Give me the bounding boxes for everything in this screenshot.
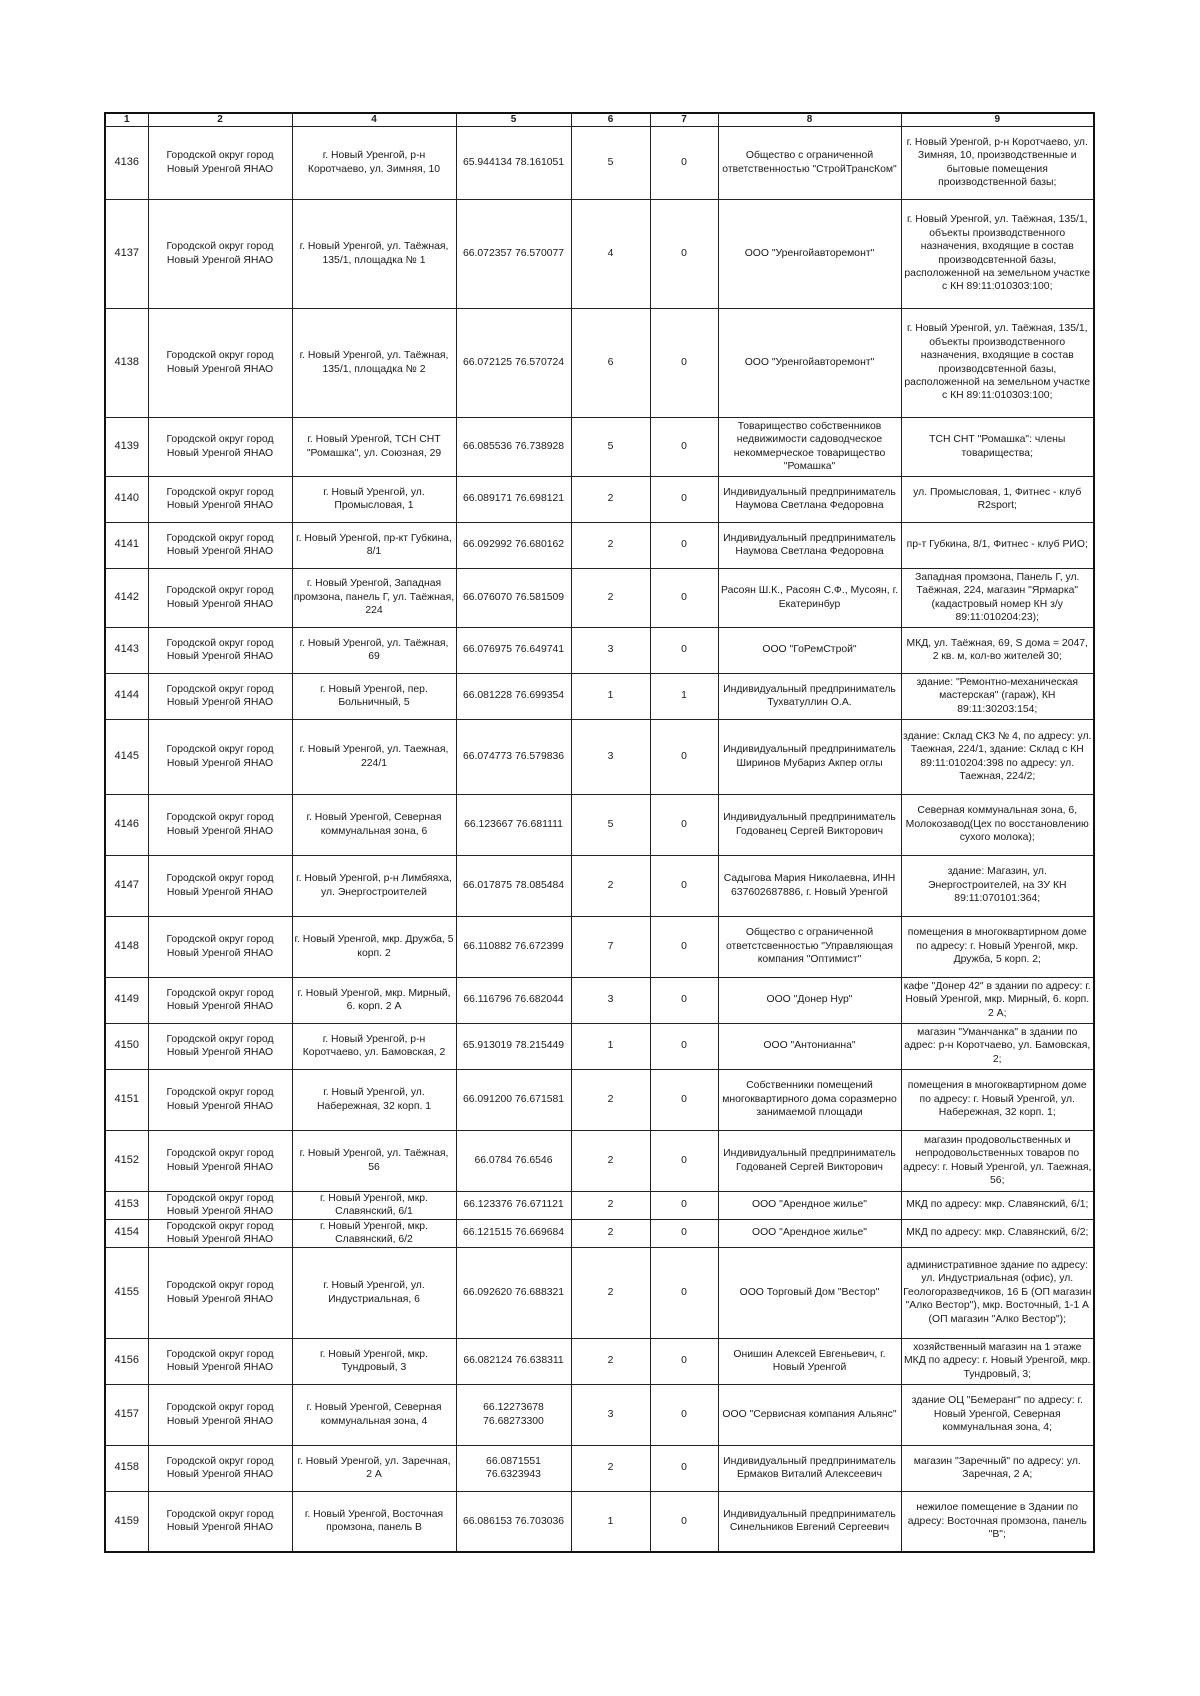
municipality-cell: Городской округ город Новый Уренгой ЯНАО: [148, 1338, 292, 1384]
coordinates-cell: 66.121515 76.669684: [456, 1219, 571, 1247]
row-number: 4150: [105, 1023, 148, 1069]
row-number: 4159: [105, 1491, 148, 1552]
row-number: 4136: [105, 126, 148, 199]
column-6-cell: 3: [571, 719, 650, 794]
table-row: [105, 1338, 1094, 1384]
coordinates-cell: 66.074773 76.579836: [456, 719, 571, 794]
column-7-cell: 0: [650, 199, 718, 308]
coordinates-cell: 66.116796 76.682044: [456, 977, 571, 1023]
column-6-cell: 2: [571, 1069, 650, 1130]
column-6-cell: 2: [571, 1445, 650, 1491]
address-cell: г. Новый Уренгой, пер. Больничный, 5: [292, 673, 456, 719]
coordinates-cell: 66.086153 76.703036: [456, 1491, 571, 1552]
row-number: 4138: [105, 308, 148, 417]
column-header: 4: [292, 113, 456, 126]
header-row: [105, 113, 1094, 126]
table-body: [105, 126, 1094, 1552]
address-cell: г. Новый Уренгой, ул. Индустриальная, 6: [292, 1247, 456, 1338]
organization-cell: Общество с ограниченной ответстсвенностью "Управляющая компания "Оптимист": [718, 916, 901, 977]
organization-cell: Онишин Алексей Евгеньевич, г. Новый Уренгой: [718, 1338, 901, 1384]
source-description-cell: административное здание по адресу: ул. Индустриальная (офис), ул. Геологоразведчиков, 16 Б (ОП магазин "Алко Вестор"), мкр. Восточный, 1-1 А (ОП магазин "Алко Вестор");: [901, 1247, 1094, 1338]
source-description-cell: МКД, ул. Таёжная, 69, S дома = 2047, 2 кв. м, кол-во жителей 30;: [901, 627, 1094, 673]
coordinates-cell: 66.072125 76.570724: [456, 308, 571, 417]
row-number: 4151: [105, 1069, 148, 1130]
table-row: [105, 1191, 1094, 1219]
source-description-cell: ул. Промысловая, 1, Фитнес - клуб R2sport;: [901, 476, 1094, 522]
table-row: [105, 199, 1094, 308]
column-7-cell: 0: [650, 855, 718, 916]
municipality-cell: Городской округ город Новый Уренгой ЯНАО: [148, 417, 292, 476]
table-row: [105, 855, 1094, 916]
column-7-cell: 0: [650, 1338, 718, 1384]
row-number: 4146: [105, 794, 148, 855]
source-description-cell: Западная промзона, Панель Г, ул. Таёжная, 224, магазин "Ярмарка" (кадастровый номер КН з/у 89:11:010204:23);: [901, 568, 1094, 627]
table-row: [105, 1130, 1094, 1191]
column-7-cell: 0: [650, 916, 718, 977]
municipality-cell: Городской округ город Новый Уренгой ЯНАО: [148, 1247, 292, 1338]
address-cell: г. Новый Уренгой, ул. Заречная, 2 А: [292, 1445, 456, 1491]
table-row: [105, 916, 1094, 977]
column-6-cell: 5: [571, 794, 650, 855]
municipality-cell: Городской округ город Новый Уренгой ЯНАО: [148, 916, 292, 977]
coordinates-cell: 66.092992 76.680162: [456, 522, 571, 568]
table-row: [105, 1023, 1094, 1069]
source-description-cell: г. Новый Уренгой, р-н Коротчаево, ул. Зимняя, 10, производственные и бытовые помещения производственной базы;: [901, 126, 1094, 199]
source-description-cell: нежилое помещение в Здании по адресу: Восточная промзона, панель "В";: [901, 1491, 1094, 1552]
address-cell: г. Новый Уренгой, ул. Таёжная, 135/1, площадка № 1: [292, 199, 456, 308]
row-number: 4148: [105, 916, 148, 977]
table-row: [105, 794, 1094, 855]
column-6-cell: 3: [571, 627, 650, 673]
column-header: 7: [650, 113, 718, 126]
row-number: 4154: [105, 1219, 148, 1247]
row-number: 4141: [105, 522, 148, 568]
address-cell: г. Новый Уренгой, мкр. Тундровый, 3: [292, 1338, 456, 1384]
column-6-cell: 2: [571, 522, 650, 568]
column-6-cell: 6: [571, 308, 650, 417]
source-description-cell: магазин продовольственных и непродовольственных товаров по адресу: г. Новый Уренгой, ул. Таежная, 56;: [901, 1130, 1094, 1191]
column-6-cell: 2: [571, 855, 650, 916]
address-cell: г. Новый Уренгой, Северная коммунальная зона, 4: [292, 1384, 456, 1445]
table-row: [105, 673, 1094, 719]
organization-cell: ООО "Донер Нур": [718, 977, 901, 1023]
source-description-cell: здание: "Ремонтно-механическая мастерская" (гараж), КН 89:11:30203:154;: [901, 673, 1094, 719]
organization-cell: ООО "ГоРемСтрой": [718, 627, 901, 673]
address-cell: г. Новый Уренгой, ул. Набережная, 32 корп. 1: [292, 1069, 456, 1130]
column-7-cell: 0: [650, 627, 718, 673]
column-7-cell: 0: [650, 476, 718, 522]
table-row: [105, 568, 1094, 627]
source-description-cell: МКД по адресу: мкр. Славянский, 6/1;: [901, 1191, 1094, 1219]
source-description-cell: помещения в многоквартирном доме по адресу: г. Новый Уренгой, ул. Набережная, 32 корп. 1;: [901, 1069, 1094, 1130]
row-number: 4149: [105, 977, 148, 1023]
source-description-cell: здание ОЦ "Бемеранг" по адресу: г. Новый Уренгой, Северная коммунальная зона, 4;: [901, 1384, 1094, 1445]
source-description-cell: хозяйственный магазин на 1 этаже МКД по адресу: г. Новый Уренгой, мкр. Тундровый, 3;: [901, 1338, 1094, 1384]
organization-cell: Расоян Ш.К., Расоян С.Ф., Мусоян, г. Екатеринбур: [718, 568, 901, 627]
source-description-cell: ТСН СНТ "Ромашка": члены товарищества;: [901, 417, 1094, 476]
table-row: [105, 126, 1094, 199]
column-6-cell: 2: [571, 1219, 650, 1247]
table-row: [105, 417, 1094, 476]
address-cell: г. Новый Уренгой, мкр. Славянский, 6/2: [292, 1219, 456, 1247]
coordinates-cell: 66.081228 76.699354: [456, 673, 571, 719]
table-row: [105, 308, 1094, 417]
column-6-cell: 3: [571, 977, 650, 1023]
row-number: 4137: [105, 199, 148, 308]
coordinates-cell: 66.091200 76.671581: [456, 1069, 571, 1130]
column-header: 8: [718, 113, 901, 126]
coordinates-cell: 65.913019 78.215449: [456, 1023, 571, 1069]
address-cell: г. Новый Уренгой, ул. Таёжная, 69: [292, 627, 456, 673]
organization-cell: Индивидуальный предприниматель Наумова Светлана Федоровна: [718, 522, 901, 568]
row-number: 4139: [105, 417, 148, 476]
coordinates-cell: 66.085536 76.738928: [456, 417, 571, 476]
column-7-cell: 0: [650, 522, 718, 568]
organization-cell: Индивидуальный предприниматель Годованец Сергей Викторович: [718, 794, 901, 855]
coordinates-cell: 66.076070 76.581509: [456, 568, 571, 627]
column-7-cell: 0: [650, 417, 718, 476]
column-7-cell: 0: [650, 1191, 718, 1219]
organization-cell: Садыгова Мария Николаевна, ИНН 637602687886, г. Новый Уренгой: [718, 855, 901, 916]
address-cell: г. Новый Уренгой, р-н Коротчаево, ул. Зимняя, 10: [292, 126, 456, 199]
row-number: 4153: [105, 1191, 148, 1219]
coordinates-cell: 66.076975 76.649741: [456, 627, 571, 673]
table-row: [105, 1384, 1094, 1445]
organization-cell: ООО "Арендное жилье": [718, 1219, 901, 1247]
column-7-cell: 0: [650, 1384, 718, 1445]
table-row: [105, 1445, 1094, 1491]
source-description-cell: г. Новый Уренгой, ул. Таёжная, 135/1, объекты производственного назначения, входящие в состав производсвтенной базы, расположенной на земельном участке с КН 89:11:010303:100;: [901, 308, 1094, 417]
municipality-cell: Городской округ город Новый Уренгой ЯНАО: [148, 1445, 292, 1491]
organization-cell: ООО "Уренгойавторемонт": [718, 308, 901, 417]
table-row: [105, 719, 1094, 794]
column-7-cell: 0: [650, 1491, 718, 1552]
organization-cell: ООО "Антонианна": [718, 1023, 901, 1069]
coordinates-cell: 66.123376 76.671121: [456, 1191, 571, 1219]
address-cell: г. Новый Уренгой, ул. Таёжная, 135/1, площадка № 2: [292, 308, 456, 417]
column-7-cell: 0: [650, 308, 718, 417]
municipality-cell: Городской округ город Новый Уренгой ЯНАО: [148, 126, 292, 199]
organization-cell: ООО "Уренгойавторемонт": [718, 199, 901, 308]
organization-cell: Индивидуальный предприниматель Ермаков Виталий Алексеевич: [718, 1445, 901, 1491]
municipality-cell: Городской округ город Новый Уренгой ЯНАО: [148, 1219, 292, 1247]
column-header: 9: [901, 113, 1094, 126]
column-7-cell: 0: [650, 1445, 718, 1491]
municipality-cell: Городской округ город Новый Уренгой ЯНАО: [148, 855, 292, 916]
column-6-cell: 1: [571, 673, 650, 719]
column-6-cell: 2: [571, 568, 650, 627]
municipality-cell: Городской округ город Новый Уренгой ЯНАО: [148, 1130, 292, 1191]
organization-cell: ООО Торговый Дом "Вестор": [718, 1247, 901, 1338]
table-row: [105, 1247, 1094, 1338]
coordinates-cell: 66.072357 76.570077: [456, 199, 571, 308]
table-row: [105, 1491, 1094, 1552]
column-7-cell: 0: [650, 1069, 718, 1130]
coordinates-cell: 66.017875 78.085484: [456, 855, 571, 916]
coordinates-cell: 66.110882 76.672399: [456, 916, 571, 977]
column-7-cell: 0: [650, 1219, 718, 1247]
address-cell: г. Новый Уренгой, ул. Таежная, 224/1: [292, 719, 456, 794]
municipality-cell: Городской округ город Новый Уренгой ЯНАО: [148, 199, 292, 308]
address-cell: г. Новый Уренгой, ул. Таёжная, 56: [292, 1130, 456, 1191]
address-cell: г. Новый Уренгой, мкр. Дружба, 5 корп. 2: [292, 916, 456, 977]
column-header: 5: [456, 113, 571, 126]
address-cell: г. Новый Уренгой, ТСН СНТ "Ромашка", ул. Союзная, 29: [292, 417, 456, 476]
row-number: 4152: [105, 1130, 148, 1191]
column-7-cell: 0: [650, 1130, 718, 1191]
column-header: 6: [571, 113, 650, 126]
column-7-cell: 0: [650, 568, 718, 627]
column-6-cell: 7: [571, 916, 650, 977]
column-7-cell: 0: [650, 1023, 718, 1069]
column-header: 2: [148, 113, 292, 126]
source-description-cell: здание: Магазин, ул. Энергостроителей, на ЗУ КН 89:11:070101:364;: [901, 855, 1094, 916]
address-cell: г. Новый Уренгой, Восточная промзона, панель В: [292, 1491, 456, 1552]
organization-cell: Собственники помещений многоквартирного дома соразмерно занимаемой площади: [718, 1069, 901, 1130]
organization-cell: Индивидуальный предприниматель Наумова Светлана Федоровна: [718, 476, 901, 522]
municipality-cell: Городской округ город Новый Уренгой ЯНАО: [148, 719, 292, 794]
municipality-cell: Городской округ город Новый Уренгой ЯНАО: [148, 1069, 292, 1130]
column-6-cell: 5: [571, 126, 650, 199]
row-number: 4158: [105, 1445, 148, 1491]
municipality-cell: Городской округ город Новый Уренгой ЯНАО: [148, 1384, 292, 1445]
organization-cell: Индивидуальный предприниматель Синельников Евгений Сергеевич: [718, 1491, 901, 1552]
address-cell: г. Новый Уренгой, ул. Промысловая, 1: [292, 476, 456, 522]
municipality-cell: Городской округ город Новый Уренгой ЯНАО: [148, 977, 292, 1023]
column-header: 1: [105, 113, 148, 126]
address-cell: г. Новый Уренгой, мкр. Мирный, 6. корп. 2 А: [292, 977, 456, 1023]
column-7-cell: 1: [650, 673, 718, 719]
source-description-cell: кафе "Донер 42" в здании по адресу: г. Новый Уренгой, мкр. Мирный, 6. корп. 2 А;: [901, 977, 1094, 1023]
municipality-cell: Городской округ город Новый Уренгой ЯНАО: [148, 673, 292, 719]
organization-cell: ООО "Сервисная компания Альянс": [718, 1384, 901, 1445]
municipality-cell: Городской округ город Новый Уренгой ЯНАО: [148, 794, 292, 855]
address-cell: г. Новый Уренгой, мкр. Славянский, 6/1: [292, 1191, 456, 1219]
column-6-cell: 5: [571, 417, 650, 476]
table-row: [105, 977, 1094, 1023]
municipality-cell: Городской округ город Новый Уренгой ЯНАО: [148, 1023, 292, 1069]
column-6-cell: 2: [571, 1130, 650, 1191]
coordinates-cell: 66.092620 76.688321: [456, 1247, 571, 1338]
registry-table: [104, 112, 1095, 1553]
coordinates-cell: 65.944134 78.161051: [456, 126, 571, 199]
municipality-cell: Городской округ город Новый Уренгой ЯНАО: [148, 568, 292, 627]
organization-cell: ООО "Арендное жилье": [718, 1191, 901, 1219]
municipality-cell: Городской округ город Новый Уренгой ЯНАО: [148, 308, 292, 417]
organization-cell: Индивидуальный предприниматель Годованей Сергей Викторович: [718, 1130, 901, 1191]
table-row: [105, 1219, 1094, 1247]
column-6-cell: 2: [571, 1338, 650, 1384]
column-6-cell: 2: [571, 1247, 650, 1338]
table-row: [105, 627, 1094, 673]
address-cell: г. Новый Уренгой, пр-кт Губкина, 8/1: [292, 522, 456, 568]
address-cell: г. Новый Уренгой, Северная коммунальная зона, 6: [292, 794, 456, 855]
table-row: [105, 1069, 1094, 1130]
column-6-cell: 3: [571, 1384, 650, 1445]
municipality-cell: Городской округ город Новый Уренгой ЯНАО: [148, 1491, 292, 1552]
coordinates-cell: 66.0784 76.6546: [456, 1130, 571, 1191]
column-7-cell: 0: [650, 794, 718, 855]
row-number: 4144: [105, 673, 148, 719]
column-6-cell: 1: [571, 1491, 650, 1552]
source-description-cell: здание: Склад СКЗ № 4, по адресу: ул. Таежная, 224/1, здание: Склад с КН 89:11:010204:398 по адресу: ул. Таежная, 224/2;: [901, 719, 1094, 794]
column-6-cell: 4: [571, 199, 650, 308]
source-description-cell: помещения в многоквартирном доме по адресу: г. Новый Уренгой, мкр. Дружба, 5 корп. 2;: [901, 916, 1094, 977]
municipality-cell: Городской округ город Новый Уренгой ЯНАО: [148, 1191, 292, 1219]
source-description-cell: магазин "Уманчанка" в здании по адрес: р-н Коротчаево, ул. Бамовская, 2;: [901, 1023, 1094, 1069]
coordinates-cell: 66.082124 76.638311: [456, 1338, 571, 1384]
row-number: 4143: [105, 627, 148, 673]
municipality-cell: Городской округ город Новый Уренгой ЯНАО: [148, 522, 292, 568]
coordinates-cell: 66.123667 76.681111: [456, 794, 571, 855]
coordinates-cell: 66.0871551 76.6323943: [456, 1445, 571, 1491]
organization-cell: Индивидуальный предприниматель Ширинов Мубариз Акпер оглы: [718, 719, 901, 794]
column-6-cell: 1: [571, 1023, 650, 1069]
coordinates-cell: 66.089171 76.698121: [456, 476, 571, 522]
source-description-cell: пр-т Губкина, 8/1, Фитнес - клуб РИО;: [901, 522, 1094, 568]
column-6-cell: 2: [571, 476, 650, 522]
address-cell: г. Новый Уренгой, р-н Коротчаево, ул. Бамовская, 2: [292, 1023, 456, 1069]
organization-cell: Общество с ограниченной ответственностью "СтройТрансКом": [718, 126, 901, 199]
row-number: 4157: [105, 1384, 148, 1445]
organization-cell: Индивидуальный предприниматель Тухватуллин О.А.: [718, 673, 901, 719]
row-number: 4142: [105, 568, 148, 627]
row-number: 4147: [105, 855, 148, 916]
source-description-cell: Северная коммунальная зона, 6, Молокозавод(Цех по восстановлению сухого молока);: [901, 794, 1094, 855]
row-number: 4140: [105, 476, 148, 522]
municipality-cell: Городской округ город Новый Уренгой ЯНАО: [148, 627, 292, 673]
table-row: [105, 476, 1094, 522]
municipality-cell: Городской округ город Новый Уренгой ЯНАО: [148, 476, 292, 522]
column-7-cell: 0: [650, 719, 718, 794]
organization-cell: Товарищество собственников недвижимости садоводческое некоммерческое товарищество "Ромашка": [718, 417, 901, 476]
row-number: 4145: [105, 719, 148, 794]
source-description-cell: магазин "Заречный" по адресу: ул. Заречная, 2 А;: [901, 1445, 1094, 1491]
column-7-cell: 0: [650, 977, 718, 1023]
column-6-cell: 2: [571, 1191, 650, 1219]
row-number: 4156: [105, 1338, 148, 1384]
table-row: [105, 522, 1094, 568]
address-cell: г. Новый Уренгой, Западная промзона, панель Г, ул. Таёжная, 224: [292, 568, 456, 627]
column-7-cell: 0: [650, 1247, 718, 1338]
source-description-cell: МКД по адресу: мкр. Славянский, 6/2;: [901, 1219, 1094, 1247]
coordinates-cell: 66.12273678 76.68273300: [456, 1384, 571, 1445]
row-number: 4155: [105, 1247, 148, 1338]
address-cell: г. Новый Уренгой, р-н Лимбяяха, ул. Энергостроителей: [292, 855, 456, 916]
column-7-cell: 0: [650, 126, 718, 199]
source-description-cell: г. Новый Уренгой, ул. Таёжная, 135/1, объекты производственного назначения, входящие в состав производсвтенной базы, расположенной на земельном участке с КН 89:11:010303:100;: [901, 199, 1094, 308]
